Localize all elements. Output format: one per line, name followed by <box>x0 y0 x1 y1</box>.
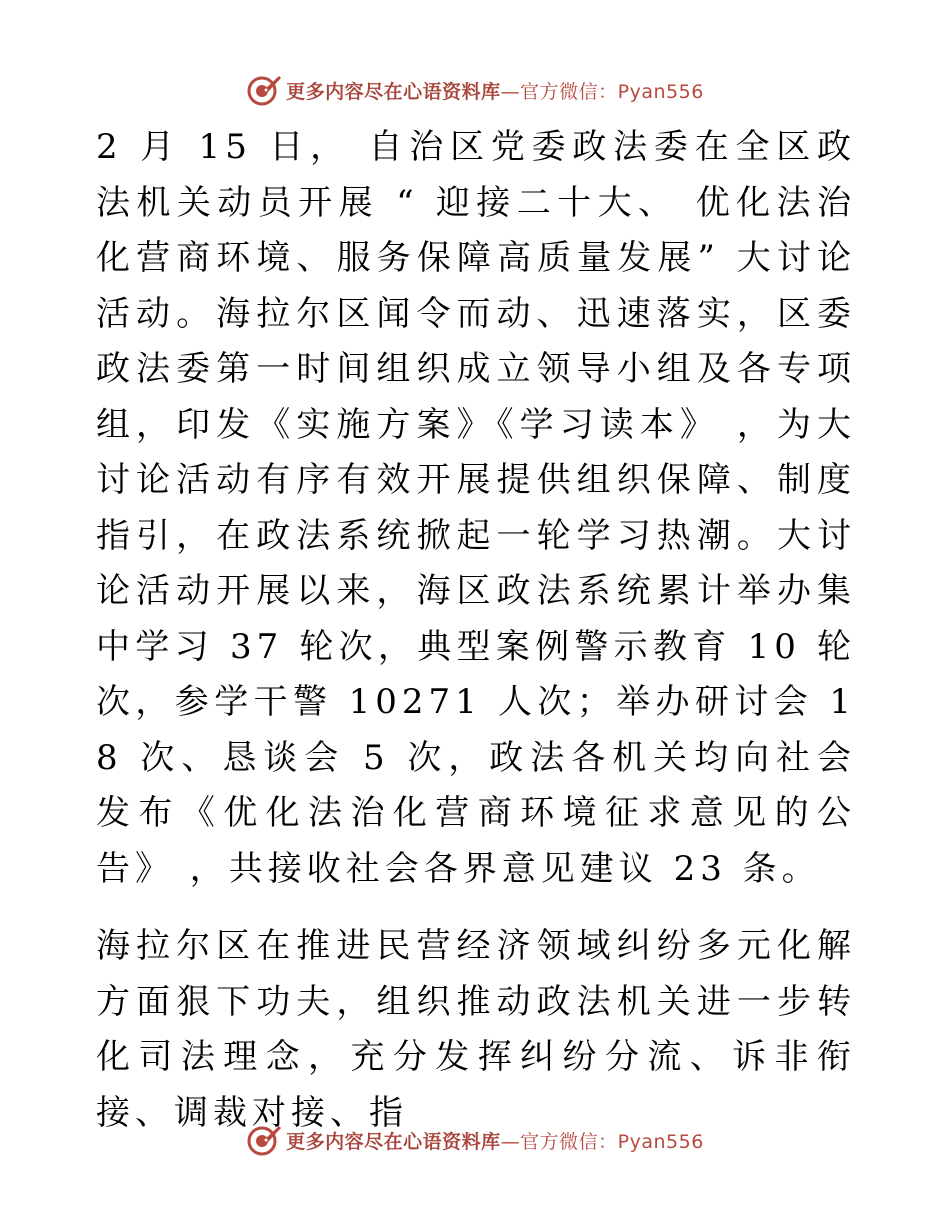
pen-logo-icon <box>246 72 282 108</box>
watermark-sub-text: 官方微信：Pyan556 <box>520 80 704 103</box>
watermark-main-text: 更多内容尽在心语资料库 <box>286 80 501 103</box>
watermark-text <box>286 77 704 104</box>
watermark-dash: — <box>500 80 521 103</box>
pen-logo-icon <box>246 1122 282 1158</box>
watermark-dash: — <box>500 1130 521 1153</box>
footer-watermark <box>0 1120 950 1160</box>
watermark-text <box>286 1127 704 1154</box>
watermark-sub-text: 官方微信：Pyan556 <box>520 1130 704 1153</box>
paragraph-2: 海拉尔区在推进民营经济领域纠纷多元化解方面狠下功夫，组织推动政法机关进一步转化司法理念，充分发挥纠纷分流、诉非衔接、调裁对接、指 <box>96 926 856 1133</box>
document-body <box>96 120 856 1141</box>
paragraph-1: 2 月 15 日， 自治区党委政法委在全区政法机关动员开展 “ 迎接二十大、 优化法治化营商环境、服务保障高质量发展” 大讨论活动。海拉尔区闻令而动、迅速落实，区委政法委第一时间组织成立领导小组及各专项组，印发《实施方案》《学习读本》 ，为大讨论活动有序有效开展提供组织保障、制度指引，在政法系统掀起一轮学习热潮。大讨论活动开展以来，海区政法系统累计举办集中学习 37 轮次，典型案例警示教育 10 轮次，参学干警 10271 人次；举办研讨会 18 次、恳谈会 5 次，政法各机关均向社会发布《优化法治化营商环境征求意见的公告》 ，共接收社会各界意见建议 23 条。 <box>96 127 856 889</box>
header-watermark <box>0 70 950 110</box>
watermark-main-text: 更多内容尽在心语资料库 <box>286 1130 501 1153</box>
